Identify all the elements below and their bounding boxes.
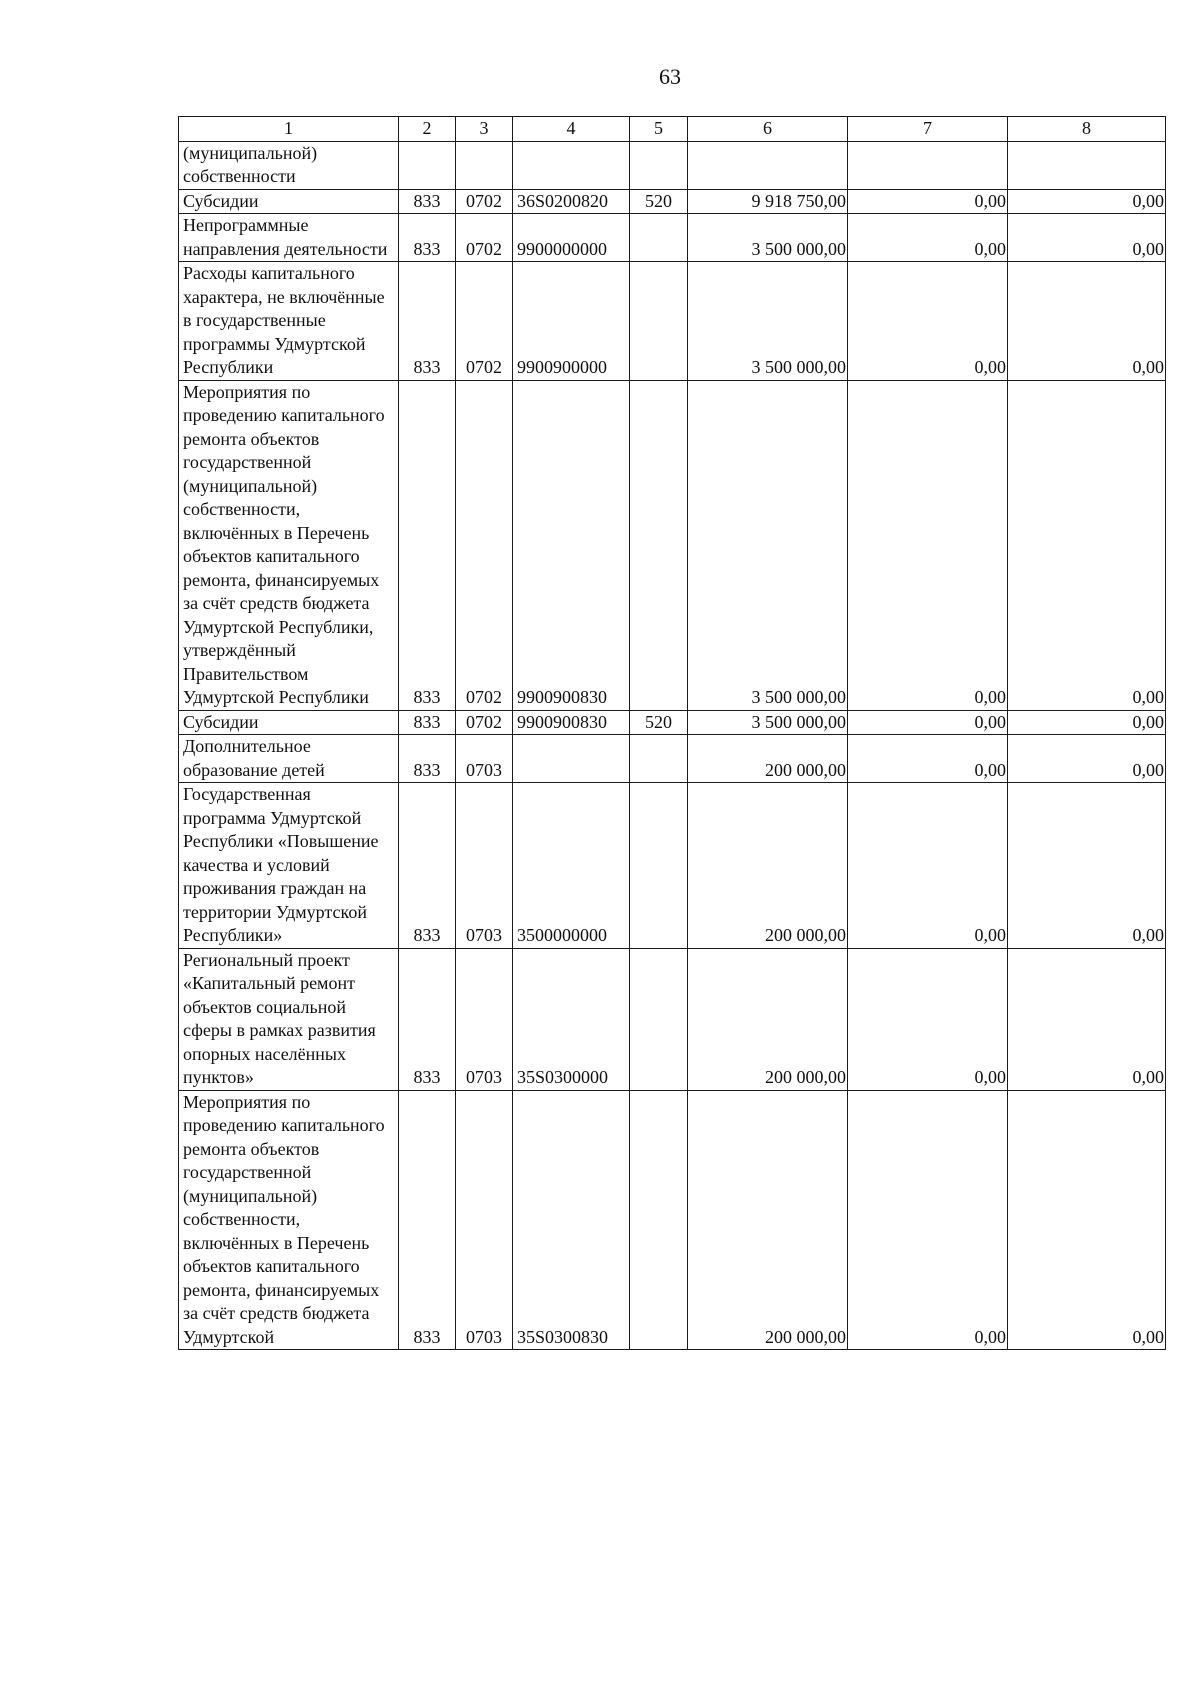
- target-article-cell: [513, 735, 630, 783]
- amount-cell: [1008, 141, 1166, 189]
- section-code-cell: 0703: [456, 783, 513, 949]
- department-code-cell: 833: [399, 735, 456, 783]
- amount-cell: 0,00: [848, 783, 1008, 949]
- department-code-cell: 833: [399, 948, 456, 1090]
- amount-cell: 0,00: [848, 189, 1008, 214]
- target-article-cell: 9900900830: [513, 710, 630, 735]
- amount-cell: 200 000,00: [688, 735, 848, 783]
- section-code-cell: [456, 141, 513, 189]
- expense-name-cell: (муниципальной) собственности: [179, 141, 399, 189]
- amount-cell: 200 000,00: [688, 783, 848, 949]
- column-header: 6: [688, 117, 848, 142]
- section-code-cell: 0703: [456, 735, 513, 783]
- target-article-cell: 36S0200820: [513, 189, 630, 214]
- table-row: [179, 735, 1166, 783]
- department-code-cell: 833: [399, 1090, 456, 1350]
- amount-cell: 0,00: [848, 214, 1008, 262]
- target-article-cell: 35S0300830: [513, 1090, 630, 1350]
- department-code-cell: 833: [399, 214, 456, 262]
- expense-name-cell: Региональный проект «Капитальный ремонт объектов социальной сферы в рамках развития опорных населённых пунктов»: [179, 948, 399, 1090]
- expense-type-cell: [630, 948, 688, 1090]
- table-row: [179, 1090, 1166, 1350]
- department-code-cell: 833: [399, 189, 456, 214]
- amount-cell: 0,00: [1008, 948, 1166, 1090]
- section-code-cell: 0702: [456, 380, 513, 710]
- amount-cell: 200 000,00: [688, 1090, 848, 1350]
- amount-cell: 3 500 000,00: [688, 214, 848, 262]
- amount-cell: 0,00: [1008, 710, 1166, 735]
- amount-cell: [848, 141, 1008, 189]
- target-article-cell: [513, 141, 630, 189]
- section-code-cell: 0702: [456, 214, 513, 262]
- expense-name-cell: Расходы капитального характера, не включённые в государственные программы Удмуртской Республики: [179, 262, 399, 381]
- amount-cell: 0,00: [848, 735, 1008, 783]
- amount-cell: 0,00: [848, 948, 1008, 1090]
- expense-name-cell: Субсидии: [179, 189, 399, 214]
- amount-cell: 0,00: [848, 262, 1008, 381]
- column-header: 5: [630, 117, 688, 142]
- target-article-cell: 35S0300000: [513, 948, 630, 1090]
- expense-type-cell: [630, 380, 688, 710]
- amount-cell: 9 918 750,00: [688, 189, 848, 214]
- column-header: 8: [1008, 117, 1166, 142]
- expense-type-cell: [630, 735, 688, 783]
- table-row: [179, 189, 1166, 214]
- expense-type-cell: [630, 1090, 688, 1350]
- amount-cell: 0,00: [848, 380, 1008, 710]
- page-number: 63: [659, 64, 681, 89]
- column-header: 4: [513, 117, 630, 142]
- amount-cell: 0,00: [1008, 214, 1166, 262]
- department-code-cell: 833: [399, 783, 456, 949]
- section-code-cell: 0703: [456, 948, 513, 1090]
- amount-cell: 0,00: [848, 710, 1008, 735]
- expense-type-cell: [630, 783, 688, 949]
- table-row: [179, 710, 1166, 735]
- column-number-row: [179, 117, 1166, 142]
- amount-cell: 3 500 000,00: [688, 710, 848, 735]
- department-code-cell: [399, 141, 456, 189]
- table-body: [179, 141, 1166, 1350]
- table-row: [179, 380, 1166, 710]
- expense-name-cell: Дополнительное образование детей: [179, 735, 399, 783]
- expense-name-cell: Мероприятия по проведению капитального ремонта объектов государственной (муниципальной) собственности, включённых в Перечень объектов капитального ремонта, финансируемых за счёт средств бюджета Удмуртской: [179, 1090, 399, 1350]
- amount-cell: [688, 141, 848, 189]
- target-article-cell: 9900900830: [513, 380, 630, 710]
- table-row: [179, 948, 1166, 1090]
- expense-type-cell: 520: [630, 710, 688, 735]
- department-code-cell: 833: [399, 380, 456, 710]
- amount-cell: 3 500 000,00: [688, 262, 848, 381]
- column-header: 1: [179, 117, 399, 142]
- table-row: [179, 262, 1166, 381]
- column-header: 3: [456, 117, 513, 142]
- department-code-cell: 833: [399, 710, 456, 735]
- column-header: 2: [399, 117, 456, 142]
- column-header: 7: [848, 117, 1008, 142]
- amount-cell: 0,00: [1008, 380, 1166, 710]
- amount-cell: 0,00: [1008, 735, 1166, 783]
- expense-type-cell: [630, 262, 688, 381]
- amount-cell: 0,00: [1008, 783, 1166, 949]
- amount-cell: 0,00: [848, 1090, 1008, 1350]
- expense-type-cell: [630, 141, 688, 189]
- section-code-cell: 0703: [456, 1090, 513, 1350]
- expense-name-cell: Непрограммные направления деятельности: [179, 214, 399, 262]
- section-code-cell: 0702: [456, 710, 513, 735]
- amount-cell: 200 000,00: [688, 948, 848, 1090]
- expense-type-cell: 520: [630, 189, 688, 214]
- amount-cell: 0,00: [1008, 1090, 1166, 1350]
- target-article-cell: 9900900000: [513, 262, 630, 381]
- expense-name-cell: Субсидии: [179, 710, 399, 735]
- table-row: [179, 141, 1166, 189]
- expense-name-cell: Государственная программа Удмуртской Республики «Повышение качества и условий проживания граждан на территории Удмуртской Республики»: [179, 783, 399, 949]
- amount-cell: 0,00: [1008, 189, 1166, 214]
- target-article-cell: 9900000000: [513, 214, 630, 262]
- section-code-cell: 0702: [456, 262, 513, 381]
- expense-type-cell: [630, 214, 688, 262]
- amount-cell: 0,00: [1008, 262, 1166, 381]
- department-code-cell: 833: [399, 262, 456, 381]
- target-article-cell: 3500000000: [513, 783, 630, 949]
- section-code-cell: 0702: [456, 189, 513, 214]
- table-row: [179, 783, 1166, 949]
- amount-cell: 3 500 000,00: [688, 380, 848, 710]
- budget-table: [178, 116, 1166, 1350]
- expense-name-cell: Мероприятия по проведению капитального ремонта объектов государственной (муниципальной) собственности, включённых в Перечень объектов капитального ремонта, финансируемых за счёт средств бюджета Удмуртской Республики, утверждённый Правительством Удмуртской Республики: [179, 380, 399, 710]
- table-row: [179, 214, 1166, 262]
